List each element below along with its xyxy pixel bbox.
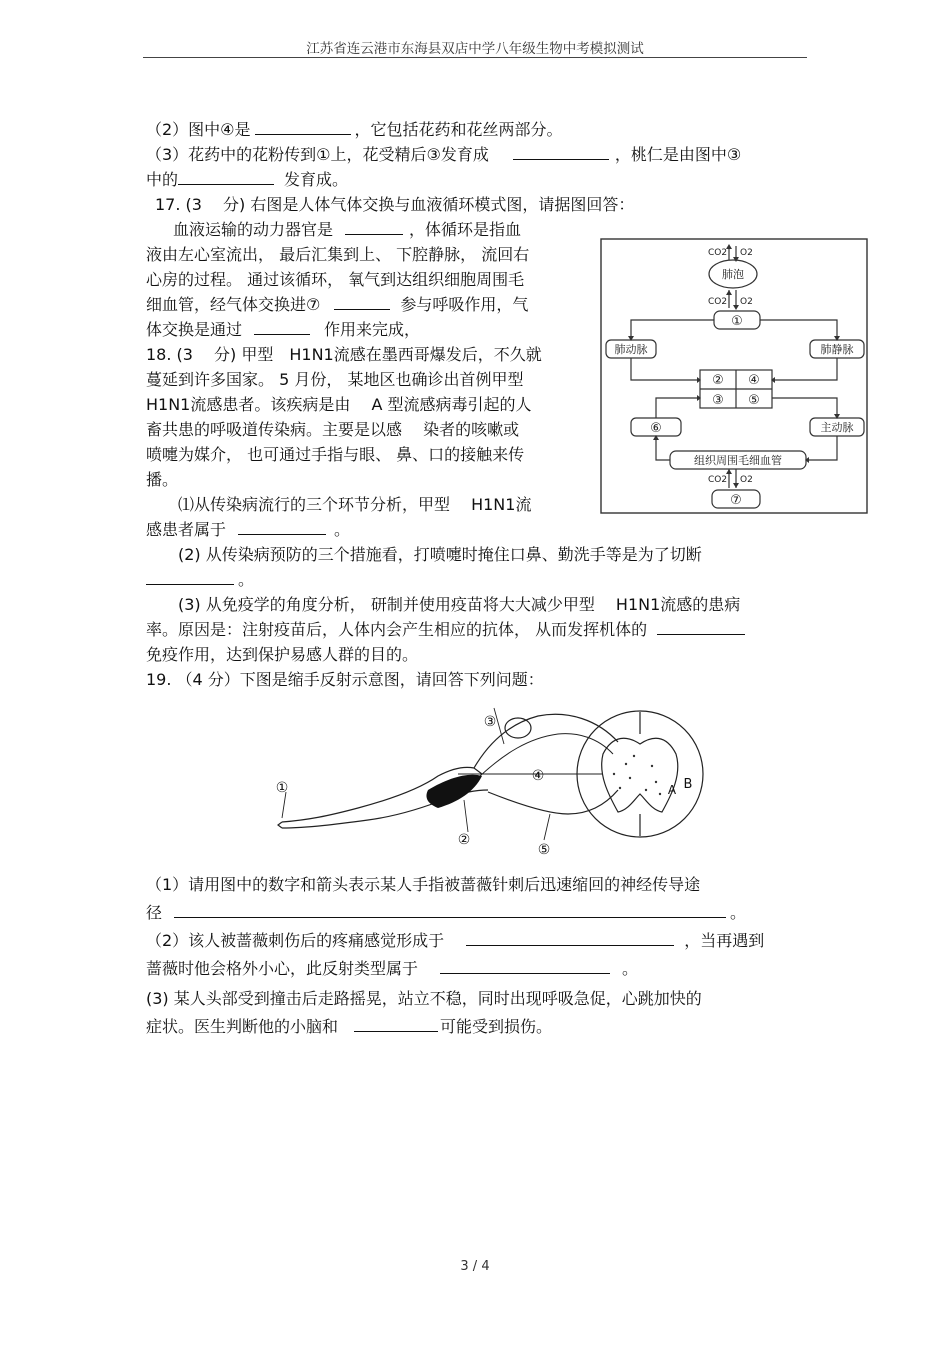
label-2: ② <box>457 832 471 848</box>
q18-3-line-b: 率。原因是：注射疫苗后，人体内会产生相应的抗体， 从而发挥机体的 <box>146 617 745 642</box>
gas-bottom-co2: CO2 <box>708 475 728 485</box>
motor-nerve <box>488 790 618 814</box>
q17-line-4: 细血管，经气体交换进⑦ 参与呼吸作用，气 <box>146 292 528 317</box>
gas-top-co2: CO2 <box>708 248 728 258</box>
q19-2-line-b: 蔷薇时他会格外小心，此反射类型属于 。 <box>146 956 638 981</box>
q18-line-1: 18. (3 分) 甲型 H1N1流感在墨西哥爆发后，不久就 <box>146 345 542 364</box>
gas-mid-o2: O2 <box>740 297 753 307</box>
pulmonary-vein-label: 肺静脉 <box>820 343 854 356</box>
gray-matter <box>602 738 678 812</box>
q18-line-3: H1N1流感患者。该疾病是由 A 型流感病毒引起的人 <box>146 395 532 414</box>
label-B: B <box>683 777 693 792</box>
q18-1-line-a: ⑴从传染病流行的三个环节分析，甲型 H1N1流 <box>178 495 532 514</box>
label-A: A <box>667 783 677 797</box>
q19-3-line-a: (3) 某人头部受到撞击后走路摇晃，站立不稳，同时出现呼吸急促，心跳加快的 <box>146 989 702 1008</box>
circulation-diagram <box>600 238 868 514</box>
q18-2-line-b: 。 <box>146 567 254 592</box>
q17-line-2: 液由左心室流出， 最后汇集到上、 下腔静脉， 流回右 <box>146 245 530 264</box>
heart-chamber-5: ⑤ <box>748 393 760 408</box>
q18-line-2: 蔓延到许多国家。 5 月份， 某地区也确诊出首例甲型 <box>146 370 524 389</box>
alveolus-label: 肺泡 <box>722 268 744 281</box>
header-rule <box>143 57 807 58</box>
label-5: ⑤ <box>537 842 551 858</box>
q19-3-line-b: 症状。医生判断他的小脑和 可能受到损伤。 <box>146 1014 552 1039</box>
node-1-label: ① <box>731 314 743 329</box>
q18-line-6: 播。 <box>146 470 179 489</box>
gas-mid-co2: CO2 <box>708 297 728 307</box>
tissue-capillary-label: 组织周围毛细血管 <box>694 454 782 467</box>
q17-line-3: 心房的过程。 通过该循环， 氧气到达组织细胞周围毛 <box>146 270 525 289</box>
gas-bottom-o2: O2 <box>740 475 753 485</box>
q16-2-line: （2）图中④是 ，它包括花药和花丝两部分。 <box>146 117 563 142</box>
q18-2-line-a: (2) 从传染病预防的三个措施看，打喷嚏时掩住口鼻、勤洗手等是为了切断 <box>178 545 702 564</box>
label-1: ① <box>275 780 289 796</box>
aorta-label: 主动脉 <box>820 421 854 434</box>
q19-1-line-a: （1）请用图中的数字和箭头表示某人手指被蔷薇针刺后迅速缩回的神经传导途 <box>146 875 701 894</box>
gas-top-o2: O2 <box>740 248 753 258</box>
q18-line-4: 畜共患的呼吸道传染病。主要是以感 染者的咳嗽或 <box>146 420 520 439</box>
q18-3-line-a: (3) 从免疫学的角度分析， 研制并使用疫苗将大大减少甲型 H1N1流感的患病 <box>178 595 741 614</box>
node-6-label: ⑥ <box>650 421 662 436</box>
label-4: ④ <box>531 768 545 784</box>
q18-3-line-c: 免疫作用，达到保护易感人群的目的。 <box>146 645 419 664</box>
q19-2-line-a: （2）该人被蔷薇刺伤后的疼痛感觉形成于 ，当再遇到 <box>146 928 764 953</box>
receptor-marker <box>505 718 531 738</box>
node-7-label: ⑦ <box>730 493 742 508</box>
q18-line-5: 喷嚏为媒介， 也可通过手指与眼、 鼻、口的接触来传 <box>146 445 525 464</box>
q17-line-5: 体交换是通过 作用来完成， <box>146 317 420 342</box>
q18-1-line-b: 感患者属于 。 <box>146 517 350 542</box>
reflex-arc-diagram <box>268 704 720 864</box>
q19-1-line-b: 径 。 <box>146 900 746 925</box>
q19-title: 19. （4 分）下图是缩手反射示意图，请回答下列问题： <box>146 670 544 689</box>
pulmonary-artery-label: 肺动脉 <box>614 343 648 356</box>
page-header: 江苏省连云港市东海县双店中学八年级生物中考模拟测试 <box>306 41 644 57</box>
heart-chamber-3: ③ <box>712 393 724 408</box>
q17-line-1: 血液运输的动力器官是 ，体循环是指血 <box>173 217 521 242</box>
heart-chamber-4: ④ <box>748 373 760 388</box>
q16-3-line-b: 中的 发育成。 <box>146 167 348 192</box>
label-3: ③ <box>483 714 497 730</box>
page-number: 3 / 4 <box>460 1259 490 1274</box>
q16-3-line: （3）花药中的花粉传到①上，花受精后③发育成 ，桃仁是由图中③ <box>146 142 741 167</box>
q17-title: 17. (3 分) 右图是人体气体交换与血液循环模式图，请据图回答： <box>155 195 635 214</box>
heart-chamber-2: ② <box>712 373 724 388</box>
